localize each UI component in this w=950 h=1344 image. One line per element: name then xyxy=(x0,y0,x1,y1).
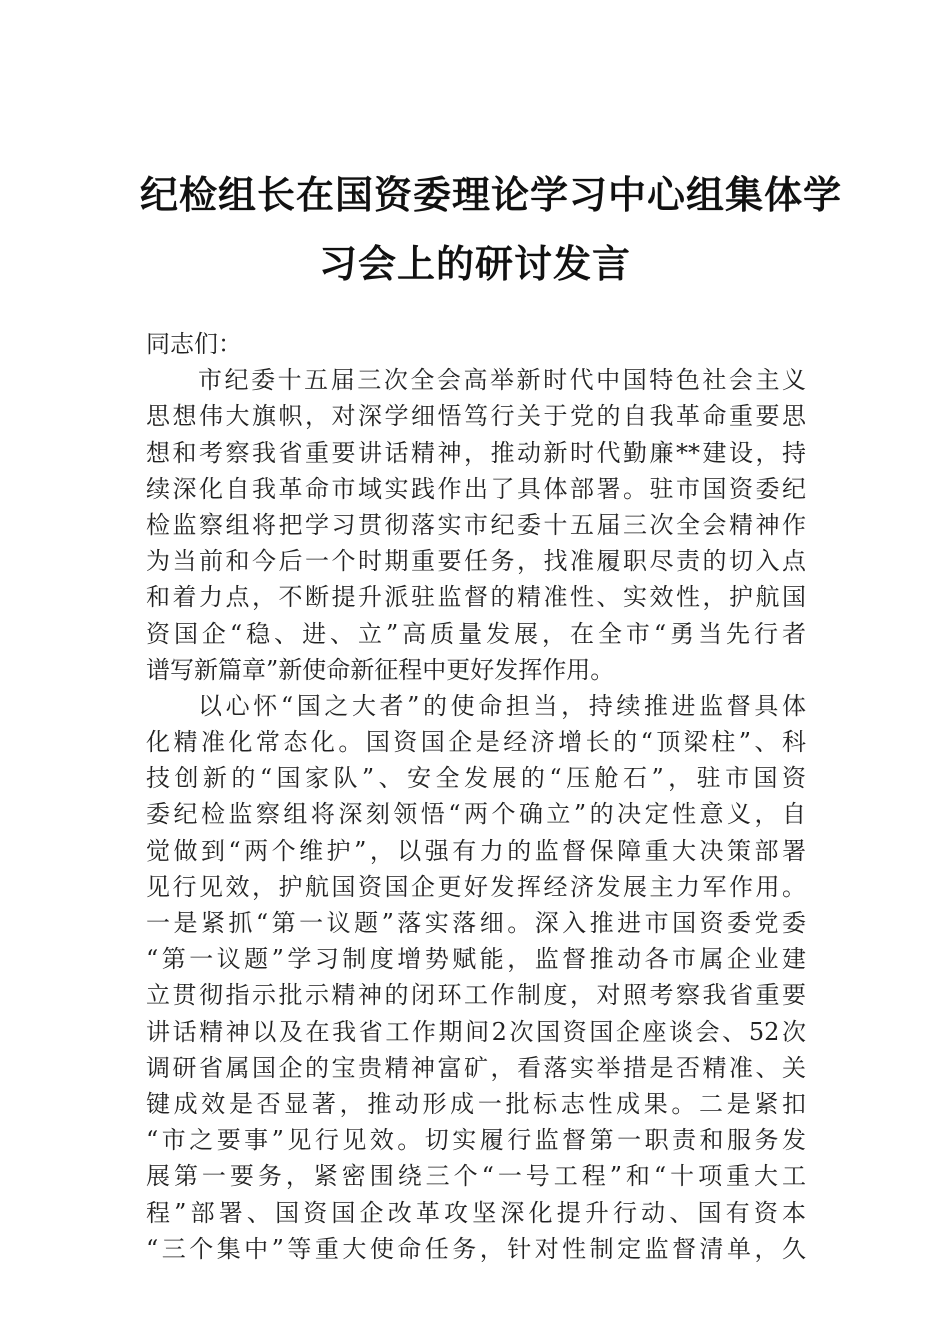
body-line: 思想伟大旗帜，对深学细悟笃行关于党的自我革命重要思 xyxy=(146,402,806,431)
body-line: 调研省属国企的宝贵精神富矿，看落实举措是否精准、关 xyxy=(146,1053,806,1082)
body-line: 立贯彻指示批示精神的闭环工作制度，对照考察我省重要 xyxy=(146,981,806,1010)
document-title-line-2: 习会上的研讨发言 xyxy=(318,241,631,286)
salutation: 同志们： xyxy=(146,330,242,358)
body-line: 技创新的“国家队”、安全发展的“压舱石”，驻市国资 xyxy=(146,764,806,793)
body-line: 市纪委十五届三次全会高举新时代中国特色社会主义 xyxy=(198,366,806,395)
body-line: 程”部署、国资国企改革攻坚深化提升行动、国有资本 xyxy=(146,1198,806,1227)
body-line: 以心怀“国之大者”的使命担当，持续推进监督具体 xyxy=(198,691,806,720)
document-body xyxy=(146,326,806,1267)
body-line: 谱写新篇章”新使命新征程中更好发挥作用。 xyxy=(146,655,615,684)
body-line: “第一议题”学习制度增势赋能，监督推动各市属企业建 xyxy=(146,945,806,974)
document-title-line-1: 纪检组长在国资委理论学习中心组集体学 xyxy=(140,172,843,217)
body-line: 想和考察我省重要讲话精神，推动新时代勤廉**建设，持 xyxy=(146,438,806,467)
body-line: 键成效是否显著，推动形成一批标志性成果。二是紧扣 xyxy=(146,1089,806,1118)
body-line: 检监察组将把学习贯彻落实市纪委十五届三次全会精神作 xyxy=(146,510,806,539)
body-line: 为当前和今后一个时期重要任务，找准履职尽责的切入点 xyxy=(146,547,806,576)
body-line: 展第一要务，紧密围绕三个“一号工程”和“十项重大工 xyxy=(146,1162,806,1191)
body-line: 和着力点，不断提升派驻监督的精准性、实效性，护航国 xyxy=(146,583,806,612)
body-line: 委纪检监察组将深刻领悟“两个确立”的决定性意义，自 xyxy=(146,800,806,829)
body-line: 化精准化常态化。国资国企是经济增长的“顶梁柱”、科 xyxy=(146,728,806,757)
body-line: “三个集中”等重大使命任务，针对性制定监督清单，久 xyxy=(146,1234,806,1263)
body-line: 觉做到“两个维护”，以强有力的监督保障重大决策部署 xyxy=(146,836,806,865)
body-line: “市之要事”见行见效。切实履行监督第一职责和服务发 xyxy=(146,1126,806,1155)
body-line: 讲话精神以及在我省工作期间2次国资国企座谈会、52次 xyxy=(146,1017,806,1046)
body-line: 一是紧抓“第一议题”落实落细。深入推进市国资委党委 xyxy=(146,909,806,937)
body-line: 资国企“稳、进、立”高质量发展，在全市“勇当先行者 xyxy=(146,619,806,648)
body-line: 见行见效，护航国资国企更好发挥经济发展主力军作用。 xyxy=(146,872,806,901)
body-line: 续深化自我革命市域实践作出了具体部署。驻市国资委纪 xyxy=(146,474,806,503)
